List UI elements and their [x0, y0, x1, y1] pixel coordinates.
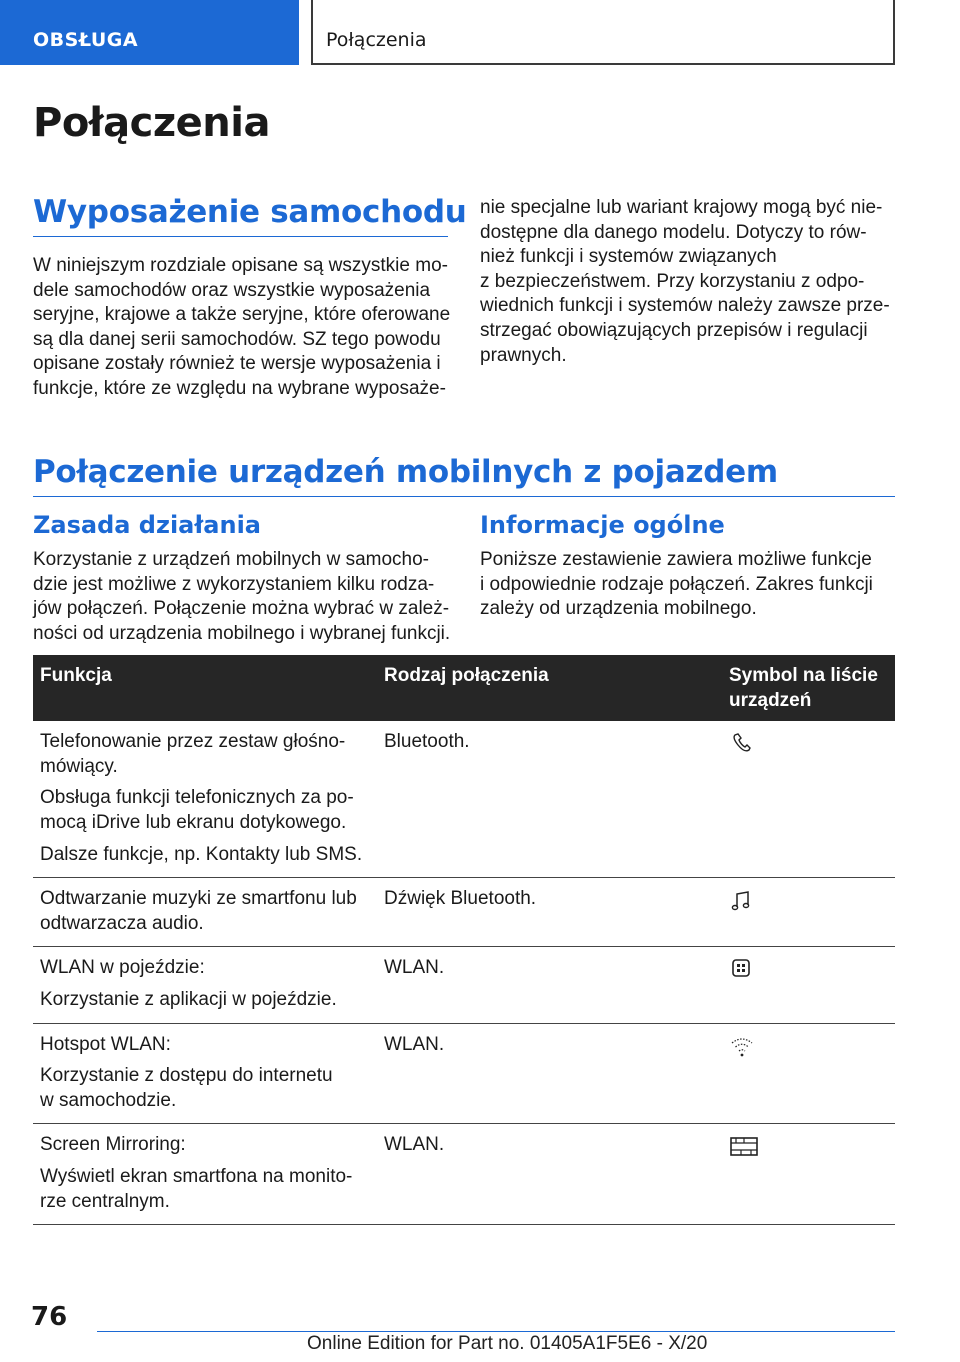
- table-row: [33, 1023, 895, 1124]
- page-number: 76: [31, 1302, 68, 1332]
- cell-connection-type: WLAN.: [377, 1023, 722, 1124]
- cell-symbol: [722, 1023, 895, 1124]
- edition-footer: Online Edition for Part no. 01405A1F5E6 - X/20: [307, 1333, 708, 1354]
- phone-icon: [729, 732, 755, 762]
- cell-connection-type: WLAN.: [377, 947, 722, 1023]
- cell-symbol: [722, 1124, 895, 1225]
- music-note-icon: [729, 889, 755, 921]
- heading-rule: [33, 496, 895, 497]
- cell-symbol: [722, 947, 895, 1023]
- connections-table: [33, 655, 895, 1225]
- table-row: [33, 721, 895, 877]
- cell-connection-type: Bluetooth.: [377, 721, 722, 877]
- principle-text: Korzystanie z urządzeń mobilnych w samocho- dzie jest możliwe z wykorzystaniem kilku rodza- jów połączeń. Połączenie można wybrać w zależ- ności od urządzenia mobilnego i wybranej funkcji.: [33, 549, 451, 644]
- col-header-connection-type: Rodzaj połączenia: [377, 655, 722, 721]
- col-header-function: Funkcja: [33, 655, 377, 721]
- heading-connecting-devices: Połączenie urządzeń mobilnych z pojazdem: [33, 454, 778, 490]
- table-header-row: [33, 655, 895, 721]
- cell-symbol: [722, 878, 895, 947]
- app-icon: [729, 958, 755, 988]
- col-header-symbol: Symbol na liście urządzeń: [722, 655, 895, 721]
- cell-symbol: [722, 721, 895, 877]
- page-title: Połączenia: [33, 100, 270, 146]
- table-row: [33, 1124, 895, 1225]
- heading-equipment: Wyposażenie samochodu: [33, 194, 467, 230]
- cell-function: Odtwarzanie muzyki ze smartfonu lub odtwarzacza audio.: [33, 878, 377, 947]
- cell-connection-type: WLAN.: [377, 1124, 722, 1225]
- table-row: [33, 947, 895, 1023]
- table-row: [33, 878, 895, 947]
- screen-mirroring-icon: [729, 1135, 761, 1167]
- general-info-text: Poniższe zestawienie zawiera możliwe funkcje i odpowiednie rodzaje połączeń. Zakres funkcji zależy od urządzenia mobilnego.: [480, 549, 873, 620]
- cell-function: Telefonowanie przez zestaw głośno- mówiący. Obsługa funkcji telefonicznych za po- mocą iDrive lub ekranu dotykowego. Dalsze funkcje, np. Kontakty lub SMS.: [33, 721, 377, 877]
- section-tab: OBSŁUGA: [0, 0, 299, 65]
- chapter-label: Połączenia: [311, 0, 895, 65]
- wifi-icon: [729, 1035, 755, 1067]
- equipment-text-left: W niniejszym rozdziale opisane są wszystkie mo- dele samochodów oraz wszystkie wyposażenia seryjne, krajowe a także seryjne, które oferowane są dla danej serii samochodów. SZ tego powodu opisane zostały również te wersje wyposażenia i funkcje, które ze względu na wybrane wyposaże-: [33, 255, 451, 399]
- equipment-text-right: nie specjalne lub wariant krajowy mogą być nie- dostępne dla danego modelu. Dotyczy to rów- nież funkcji i systemów związanych z bezpieczeństwem. Przy korzystaniu z odpo- wiednich funkcji i systemów należy zawsze prze- strzegać obowiązujących przepisów i regulacji prawnych.: [480, 197, 890, 366]
- heading-principle: Zasada działania: [33, 511, 261, 539]
- heading-rule: [33, 236, 448, 237]
- cell-function: Screen Mirroring: Wyświetl ekran smartfona na monito- rze centralnym.: [33, 1124, 377, 1225]
- footer-rule: [97, 1331, 895, 1332]
- cell-connection-type: Dźwięk Bluetooth.: [377, 878, 722, 947]
- cell-function: WLAN w pojeździe: Korzystanie z aplikacji w pojeździe.: [33, 947, 377, 1023]
- cell-function: Hotspot WLAN: Korzystanie z dostępu do internetu w samochodzie.: [33, 1023, 377, 1124]
- heading-general-info: Informacje ogólne: [480, 511, 725, 539]
